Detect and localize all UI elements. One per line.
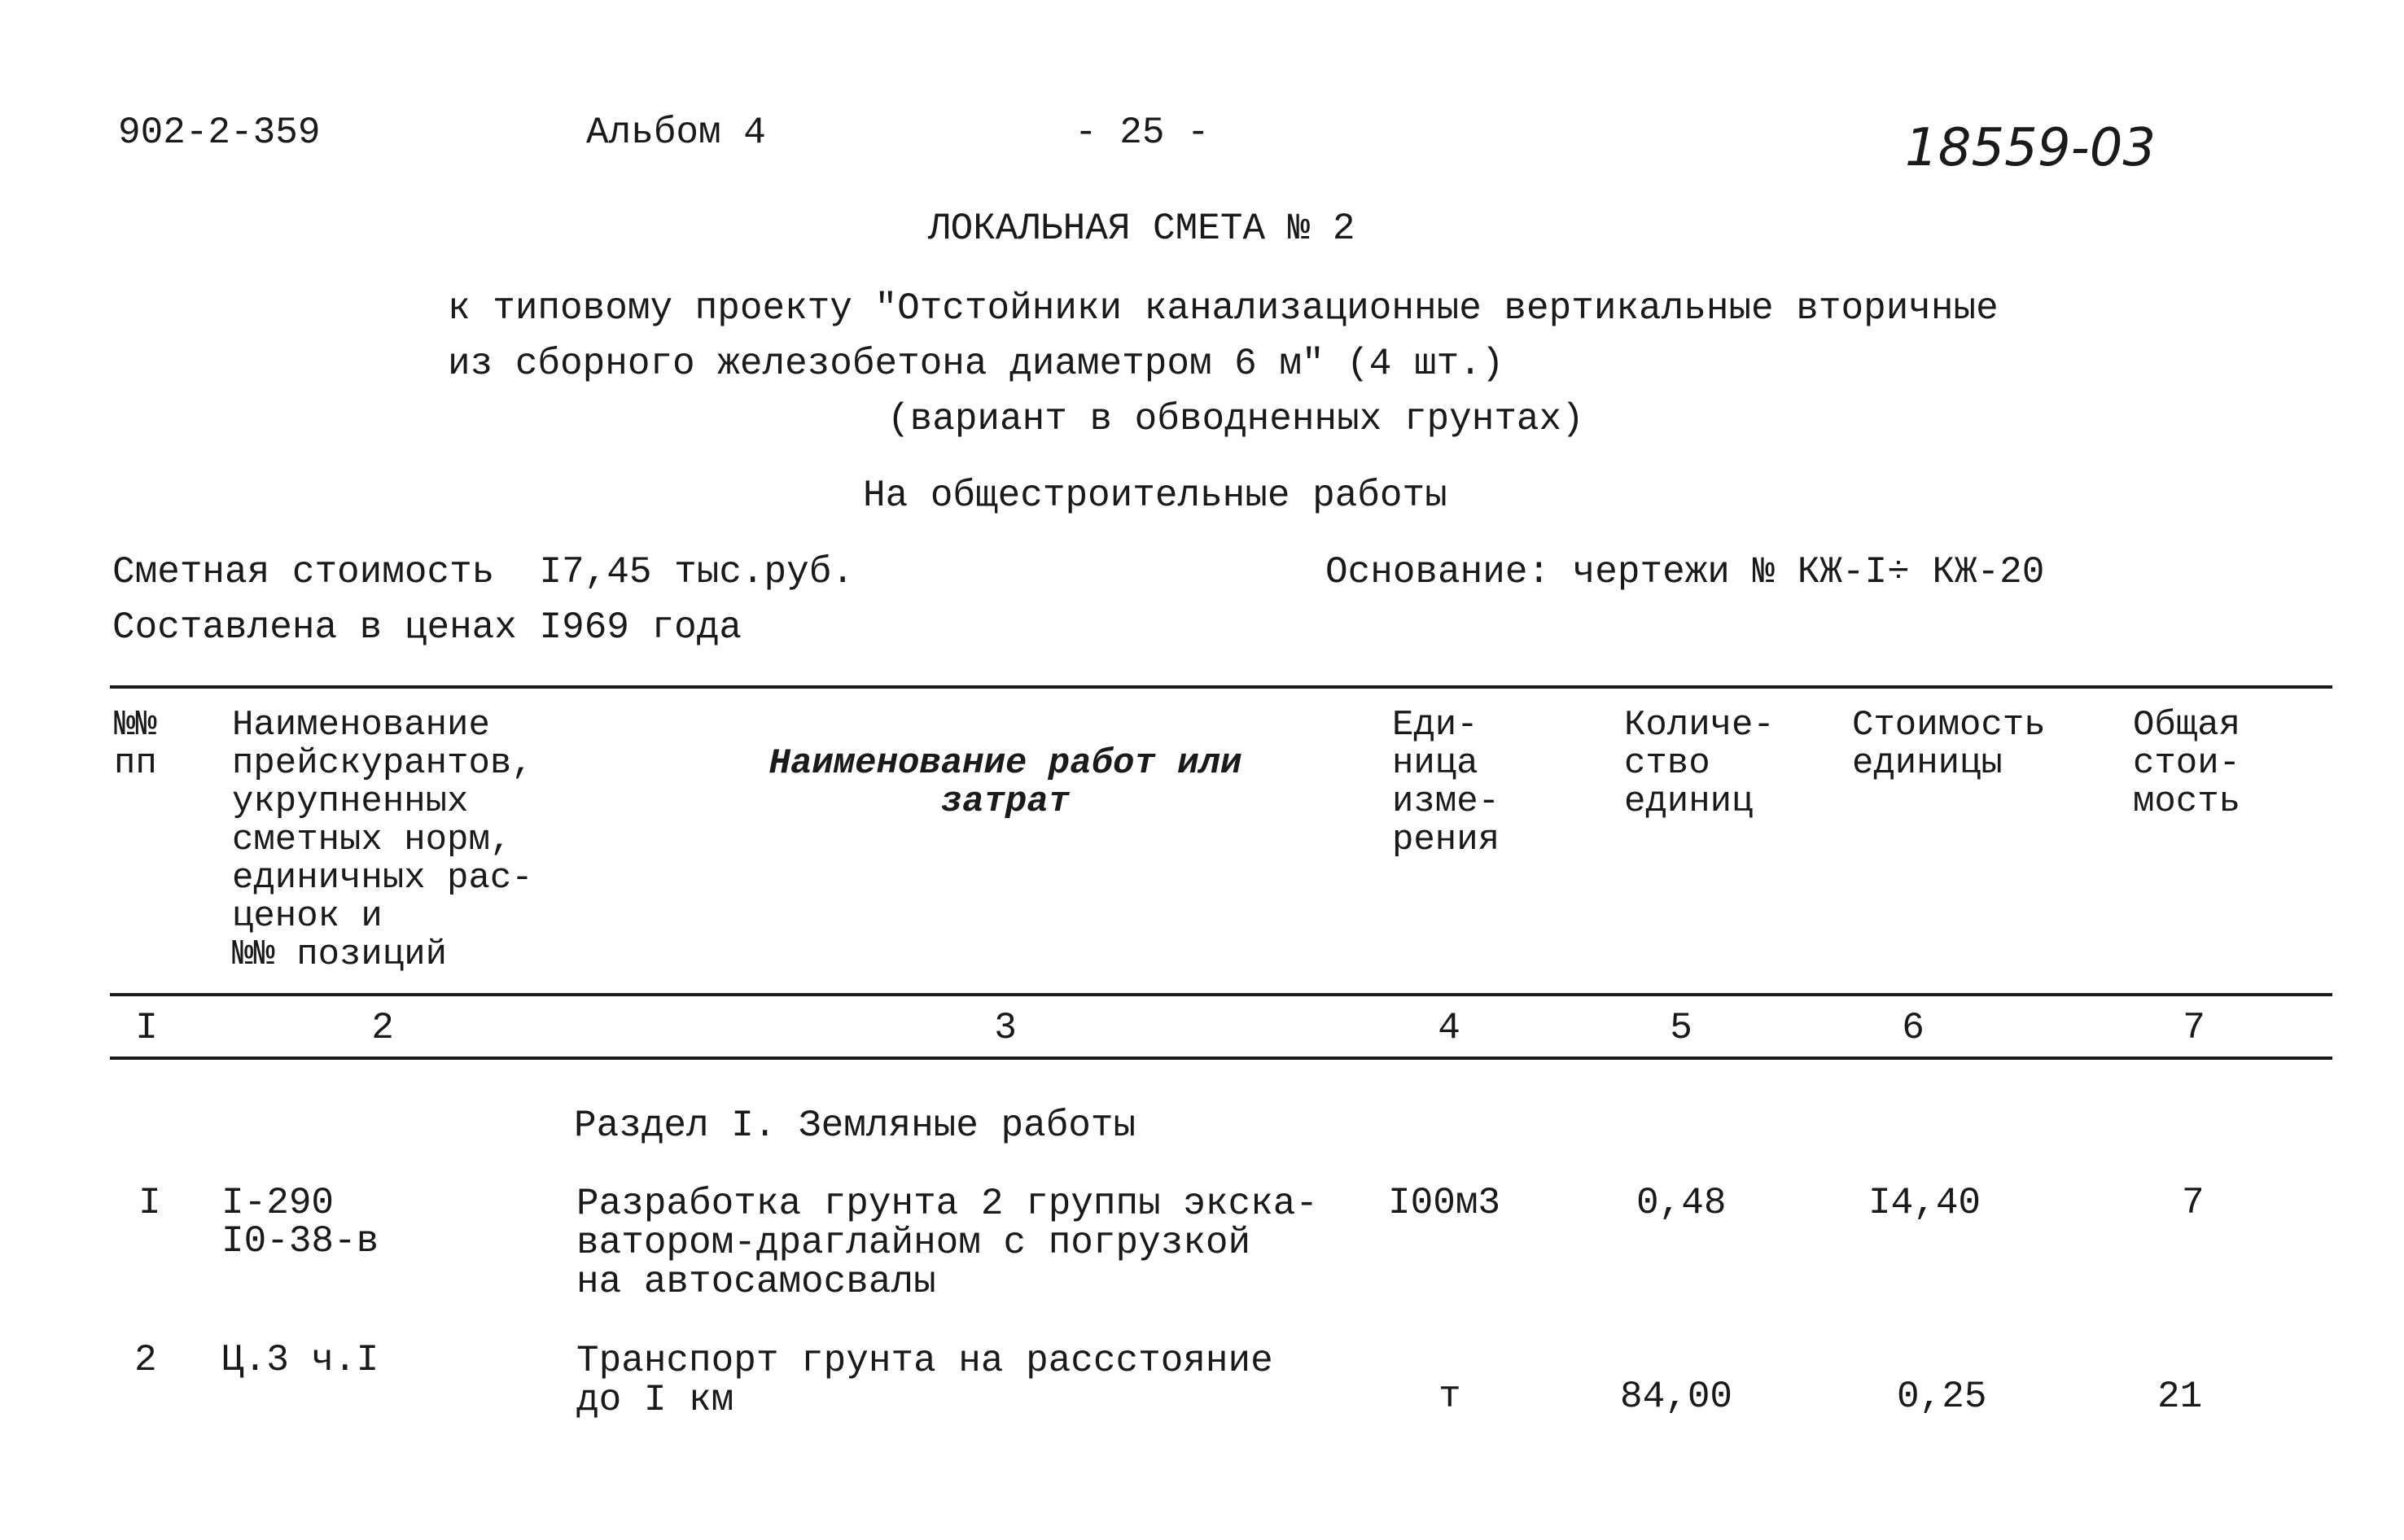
row-number: I [138,1182,161,1224]
row-number: 2 [134,1339,157,1381]
col-header-quantity: Количе- ство единиц [1624,705,1775,822]
row-unit: т [1438,1376,1461,1418]
column-numbers-rule [110,1057,2332,1060]
handwritten-number: 18559-03 [1905,118,2157,178]
row-code: I-290 I0-38-в [221,1182,379,1262]
compiled-prices: Составлена в ценах I969 года [112,606,742,649]
column-number: 3 [994,1007,1017,1049]
col-header-work-name: Наименование работ или затрат [768,743,1242,822]
row-quantity: 0,48 [1636,1182,1727,1224]
row-total: 21 [2157,1376,2203,1418]
row-total: 7 [2182,1182,2205,1224]
subtitle-line-2: из сборного железобетона диаметром 6 м" (4 шт.) [448,343,1504,385]
header-bottom-rule [110,993,2332,996]
estimated-cost: Сметная стоимость I7,45 тыс.руб. [112,551,854,593]
document-code: 902-2-359 [118,112,321,154]
column-number: 6 [1902,1007,1925,1049]
column-number: 4 [1438,1007,1460,1049]
col-header-total: Общая стои- мость [2133,705,2241,822]
column-number: 2 [371,1007,394,1049]
basis: Основание: чертежи № КЖ-I÷ КЖ-20 [1325,551,2045,593]
column-number: 7 [2183,1007,2205,1049]
row-unit: I00м3 [1388,1182,1501,1224]
page-number: - 25 - [1075,112,1210,154]
estimate-title: ЛОКАЛЬНАЯ СМЕТА № 2 [928,208,1355,250]
table-top-rule [110,685,2332,689]
row-work-name: Транспорт грунта на рассстояние до I км [576,1340,1273,1421]
col-header-number: №№ пп [114,705,157,784]
column-number: I [135,1007,158,1049]
col-header-unit: Еди- ница изме- рения [1392,705,1500,860]
section-title: Раздел I. Земляные работы [574,1105,1136,1147]
row-unit-cost: 0,25 [1897,1376,1987,1418]
col-header-unit-cost: Стоимость единицы [1852,705,2046,784]
row-work-name: Разработка грунта 2 группы экска- ватором-драглайном с погрузкой на автосамосвалы [576,1183,1318,1303]
work-type: На общестроительные работы [863,475,1447,517]
album-label: Альбом 4 [586,112,766,154]
row-unit-cost: I4,40 [1868,1182,1981,1224]
row-quantity: 84,00 [1620,1376,1733,1418]
row-code: Ц.3 ч.I [221,1339,379,1381]
subtitle-line-1: к типовому проекту "Отстойники канализационные вертикальные вторичные [448,287,1999,330]
subtitle-line-3: (вариант в обводненных грунтах) [887,398,1584,440]
col-header-codes: Наименование прейскурантов, укрупненных сметных норм, единичных рас- ценок и №№ позиций [232,705,533,975]
column-number: 5 [1670,1007,1692,1049]
